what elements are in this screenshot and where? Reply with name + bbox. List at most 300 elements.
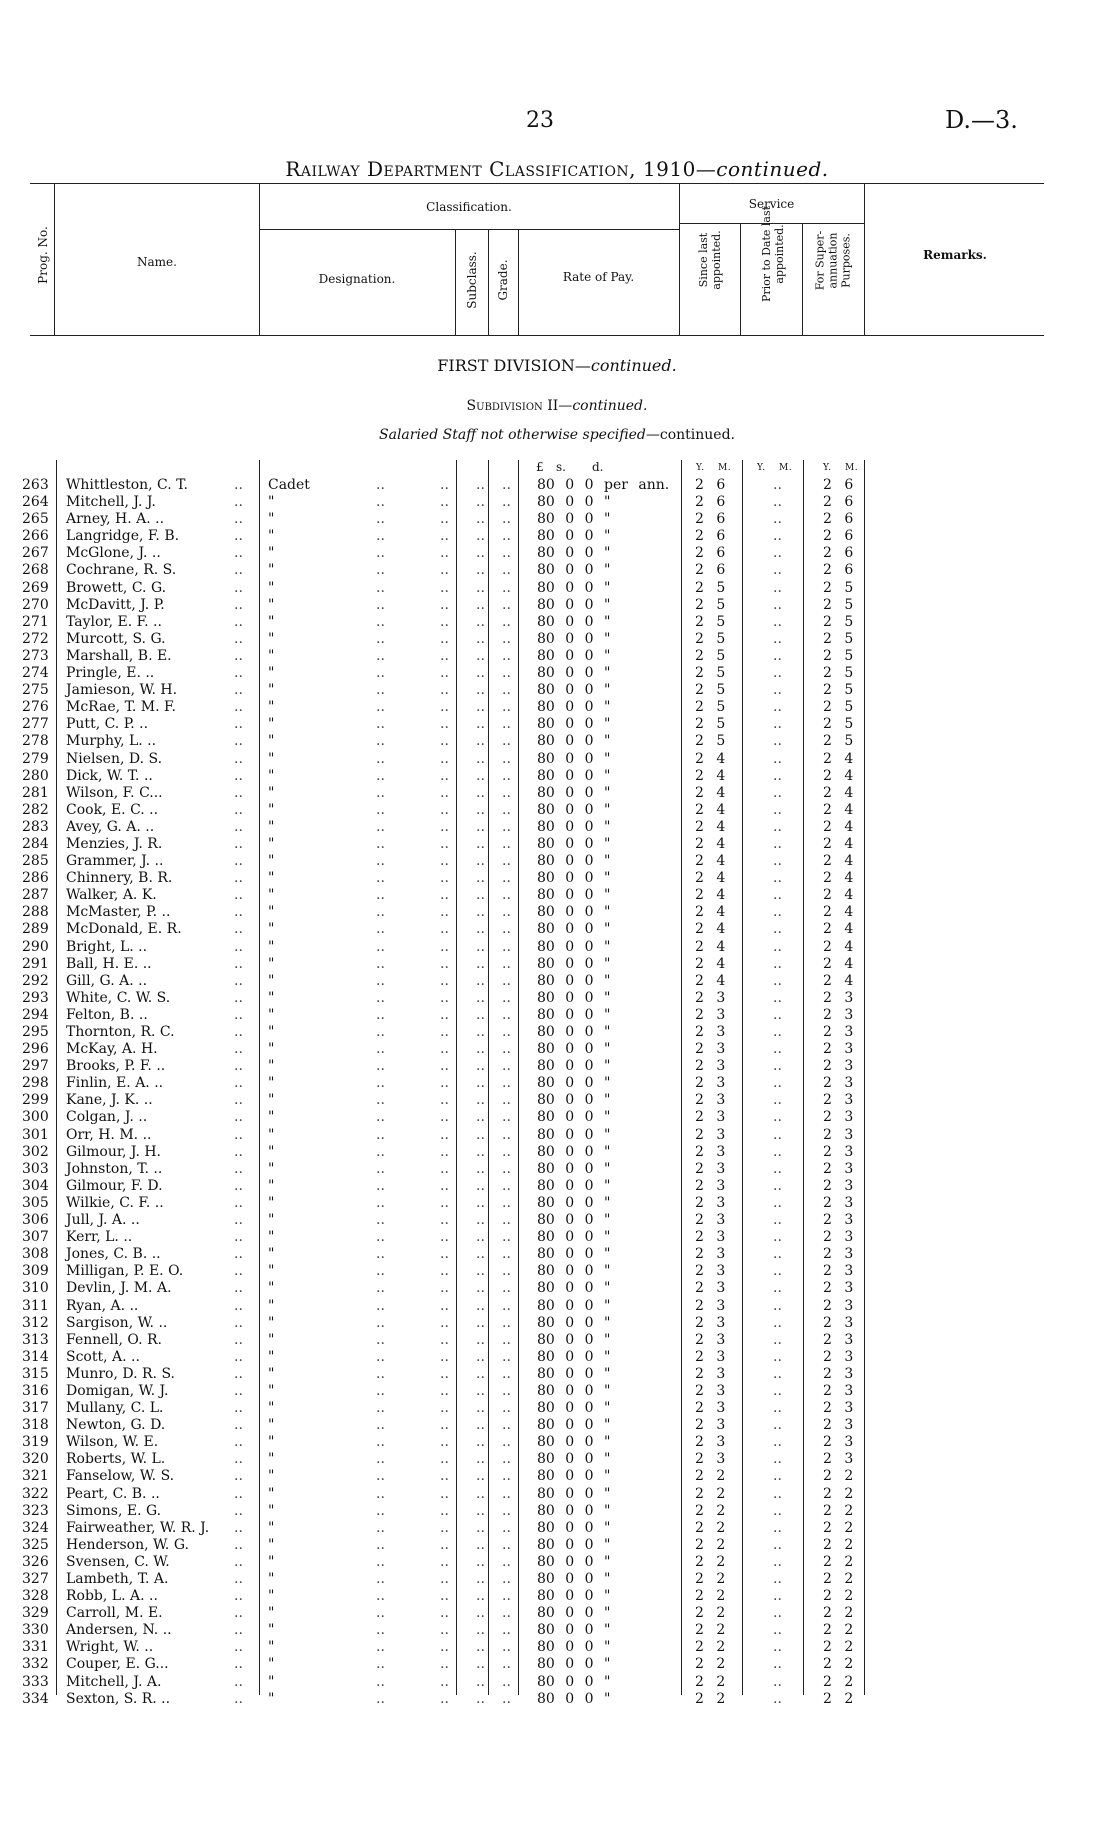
leader-dots: .. (502, 767, 511, 784)
service-superannuation: 2 3 (823, 1314, 854, 1331)
prog-number: 308 (22, 1246, 49, 1263)
prog-number: 293 (22, 989, 49, 1006)
leader-dots: .. (502, 1126, 511, 1143)
leader-dots: .. (440, 647, 449, 664)
leader-dots: .. (476, 733, 485, 750)
designation: Cadet (268, 477, 310, 493)
service-prior: .. (773, 1212, 782, 1229)
designation: " (268, 1263, 275, 1280)
designation: " (268, 494, 275, 511)
rate-of-pay: 80 0 0 " (537, 1331, 611, 1348)
service-since-last: 2 5 (695, 665, 726, 682)
leader-dots: .. (502, 1365, 511, 1382)
designation: " (268, 1280, 275, 1297)
prog-number: 300 (22, 1109, 49, 1126)
table-row (0, 1298, 1114, 1315)
staff-name: McKay, A. H. (66, 1041, 158, 1058)
service-prior: .. (773, 647, 782, 664)
leader-dots: .. (440, 1365, 449, 1382)
rate-of-pay: 80 0 0 " (537, 801, 611, 818)
service-superannuation: 2 3 (823, 1400, 854, 1417)
table-row (0, 990, 1114, 1007)
designation: " (268, 682, 275, 699)
staff-name: Langridge, F. B. (66, 528, 180, 545)
leader-dots: .. (502, 784, 511, 801)
service-superannuation: 2 3 (823, 1024, 854, 1040)
subdivision-main: Subdivision II (466, 398, 559, 414)
title-main: Railway Department Classification, 1910 (285, 157, 696, 181)
leader-dots: .. (376, 1553, 385, 1570)
service-superannuation: 2 3 (823, 1041, 854, 1058)
service-since-last: 2 6 (695, 545, 726, 562)
leader-dots: .. (376, 613, 385, 630)
designation: " (268, 1365, 275, 1382)
leader-dots: .. (476, 767, 485, 784)
staff-name: Cochrane, R. S. (66, 562, 177, 579)
table-row (0, 802, 1114, 819)
service-superannuation: 2 4 (823, 921, 854, 938)
staff-name: Henderson, W. G. (66, 1536, 189, 1553)
leader-dots: .. (502, 494, 511, 511)
leader-dots: .. (476, 1297, 485, 1314)
leader-dots: .. (502, 1485, 511, 1502)
prog-number: 306 (22, 1212, 49, 1229)
service-prior: .. (773, 1143, 782, 1160)
leader-dots: .. (440, 1024, 449, 1040)
leader-dots: .. (234, 1365, 243, 1382)
leader-dots: .. (502, 511, 511, 528)
rate-of-pay: 80 0 0 " (537, 1468, 611, 1485)
leader-dots: .. (234, 955, 243, 972)
service-since-last: 2 6 (695, 477, 726, 493)
leader-dots: .. (376, 1041, 385, 1058)
leader-dots: .. (376, 1194, 385, 1211)
designation: " (268, 1331, 275, 1348)
table-row (0, 1178, 1114, 1195)
service-since-last: 2 3 (695, 1075, 726, 1092)
leader-dots: .. (440, 613, 449, 630)
rate-of-pay: 80 0 0 " (537, 1382, 611, 1399)
service-prior: .. (773, 477, 782, 493)
leader-dots: .. (376, 1263, 385, 1280)
rate-of-pay: 80 0 0 " (537, 1006, 611, 1023)
staff-name: Robb, L. A. .. (66, 1588, 158, 1605)
leader-dots: .. (440, 477, 449, 493)
service-since-last: 2 3 (695, 1143, 726, 1160)
staff-name: Nielsen, D. S. (66, 750, 163, 767)
staff-name: Murphy, L. .. (66, 733, 157, 750)
leader-dots: .. (502, 1297, 511, 1314)
service-since-last: 2 4 (695, 904, 726, 921)
staff-name: Devlin, J. M. A. (66, 1280, 172, 1297)
leader-dots: .. (376, 1348, 385, 1365)
service-prior: .. (773, 613, 782, 630)
leader-dots: .. (376, 1571, 385, 1587)
service-prior: .. (773, 1041, 782, 1058)
leader-dots: .. (234, 938, 243, 955)
designation: " (268, 887, 275, 904)
header-divider (740, 223, 741, 335)
service-prior: .. (773, 887, 782, 904)
header-subclass: Subclass. (465, 251, 479, 309)
leader-dots: .. (502, 870, 511, 887)
leader-dots: .. (234, 1041, 243, 1058)
designation: " (268, 528, 275, 545)
designation: " (268, 1622, 275, 1639)
unit-pence: d. (592, 460, 604, 474)
staff-name: Browett, C. G. (66, 579, 167, 596)
leader-dots: .. (376, 1143, 385, 1160)
header-top-rule (30, 183, 1044, 184)
service-prior: .. (773, 1519, 782, 1536)
leader-dots: .. (440, 1109, 449, 1126)
leader-dots: .. (440, 545, 449, 562)
staff-name: Grammer, J. .. (66, 853, 164, 870)
staff-name: Lambeth, T. A. (66, 1571, 169, 1587)
leader-dots: .. (476, 955, 485, 972)
designation: " (268, 1690, 275, 1707)
leader-dots: .. (376, 1160, 385, 1177)
leader-dots: .. (476, 630, 485, 647)
rate-of-pay: 80 0 0 " (537, 1400, 611, 1417)
designation: " (268, 784, 275, 801)
service-superannuation: 2 4 (823, 784, 854, 801)
service-since-last: 2 3 (695, 1177, 726, 1194)
rate-of-pay: 80 0 0 " (537, 494, 611, 511)
service-prior: .. (773, 1024, 782, 1040)
service-prior: .. (773, 1160, 782, 1177)
rate-of-pay: 80 0 0 " (537, 613, 611, 630)
leader-dots: .. (376, 972, 385, 989)
service-since-last: 2 5 (695, 613, 726, 630)
classification-rule (259, 229, 679, 230)
staff-name: Taylor, E. F. .. (66, 613, 162, 630)
leader-dots: .. (440, 1006, 449, 1023)
leader-dots: .. (234, 921, 243, 938)
leader-dots: .. (440, 682, 449, 699)
designation: " (268, 904, 275, 921)
staff-name: Domigan, W. J. (66, 1382, 169, 1399)
table-row (0, 716, 1114, 733)
leader-dots: .. (376, 767, 385, 784)
prog-number: 302 (22, 1143, 49, 1160)
service-superannuation: 2 3 (823, 1382, 854, 1399)
leader-dots: .. (476, 1468, 485, 1485)
leader-dots: .. (440, 887, 449, 904)
leader-dots: .. (376, 1605, 385, 1622)
service-since-last: 2 6 (695, 494, 726, 511)
table-row (0, 853, 1114, 870)
service-since-last: 2 3 (695, 1417, 726, 1434)
designation: " (268, 1126, 275, 1143)
service-superannuation: 2 4 (823, 904, 854, 921)
service-superannuation: 2 3 (823, 1143, 854, 1160)
staff-name: Gilmour, J. H. (66, 1143, 161, 1160)
leader-dots: .. (476, 1605, 485, 1622)
service-prior: .. (773, 1417, 782, 1434)
leader-dots: .. (476, 1622, 485, 1639)
service-since-last: 2 2 (695, 1690, 726, 1707)
rate-of-pay: 80 0 0 " (537, 955, 611, 972)
leader-dots: .. (234, 1656, 243, 1673)
prog-number: 312 (22, 1314, 49, 1331)
designation: " (268, 1024, 275, 1040)
prog-number: 285 (22, 853, 49, 870)
leader-dots: .. (234, 647, 243, 664)
leader-dots: .. (440, 494, 449, 511)
service-superannuation: 2 3 (823, 1126, 854, 1143)
staff-name: Orr, H. M. .. (66, 1126, 152, 1143)
leader-dots: .. (476, 853, 485, 870)
service-since-last: 2 2 (695, 1502, 726, 1519)
prog-number: 277 (22, 716, 49, 733)
leader-dots: .. (234, 1229, 243, 1246)
staff-name: Felton, B. .. (66, 1006, 148, 1023)
division-main: FIRST DIVISION (437, 356, 575, 375)
prog-number: 314 (22, 1348, 49, 1365)
leader-dots: .. (476, 1092, 485, 1109)
leader-dots: .. (502, 1143, 511, 1160)
leader-dots: .. (440, 1160, 449, 1177)
leader-dots: .. (476, 1263, 485, 1280)
rate-of-pay: 80 0 0 per ann. (537, 477, 670, 493)
leader-dots: .. (376, 477, 385, 493)
service-prior: .. (773, 665, 782, 682)
rate-of-pay: 80 0 0 " (537, 1673, 611, 1690)
rate-of-pay: 80 0 0 " (537, 1348, 611, 1365)
leader-dots: .. (234, 1536, 243, 1553)
table-row (0, 751, 1114, 768)
leader-dots: .. (502, 1041, 511, 1058)
leader-dots: .. (376, 1434, 385, 1451)
table-row (0, 921, 1114, 938)
leader-dots: .. (234, 767, 243, 784)
rate-of-pay: 80 0 0 " (537, 938, 611, 955)
leader-dots: .. (376, 545, 385, 562)
leader-dots: .. (502, 1109, 511, 1126)
prog-number: 290 (22, 938, 49, 955)
service-prior: .. (773, 870, 782, 887)
designation: " (268, 579, 275, 596)
leader-dots: .. (440, 1297, 449, 1314)
service-since-last: 2 4 (695, 750, 726, 767)
staff-name: Bright, L. .. (66, 938, 148, 955)
service-since-last: 2 3 (695, 1058, 726, 1075)
prog-number: 279 (22, 750, 49, 767)
service-prior: .. (773, 1690, 782, 1707)
prog-number: 286 (22, 870, 49, 887)
rate-of-pay: 80 0 0 " (537, 1656, 611, 1673)
service-superannuation: 2 3 (823, 1075, 854, 1092)
service-superannuation: 2 5 (823, 682, 854, 699)
staff-name: Fennell, O. R. (66, 1331, 162, 1348)
table-row (0, 597, 1114, 614)
staff-name: Gilmour, F. D. (66, 1177, 163, 1194)
service-prior: .. (773, 1109, 782, 1126)
leader-dots: .. (376, 1314, 385, 1331)
designation: " (268, 1468, 275, 1485)
leader-dots: .. (440, 1314, 449, 1331)
staff-name: Murcott, S. G. (66, 630, 166, 647)
staff-name: Putt, C. P. .. (66, 716, 149, 733)
unit-months: M. (718, 463, 732, 473)
leader-dots: .. (476, 1177, 485, 1194)
leader-dots: .. (440, 1246, 449, 1263)
rate-of-pay: 80 0 0 " (537, 630, 611, 647)
leader-dots: .. (502, 1280, 511, 1297)
leader-dots: .. (502, 1434, 511, 1451)
rate-of-pay: 80 0 0 " (537, 596, 611, 613)
prog-number: 309 (22, 1263, 49, 1280)
service-since-last: 2 3 (695, 1263, 726, 1280)
leader-dots: .. (502, 528, 511, 545)
leader-dots: .. (502, 733, 511, 750)
staff-name: McGlone, J. .. (66, 545, 161, 562)
leader-dots: .. (376, 1382, 385, 1399)
leader-dots: .. (476, 1553, 485, 1570)
service-since-last: 2 5 (695, 699, 726, 716)
leader-dots: .. (376, 1331, 385, 1348)
leader-dots: .. (376, 904, 385, 921)
service-since-last: 2 3 (695, 1160, 726, 1177)
rate-of-pay: 80 0 0 " (537, 1485, 611, 1502)
designation: " (268, 1382, 275, 1399)
leader-dots: .. (234, 1246, 243, 1263)
service-superannuation: 2 3 (823, 1006, 854, 1023)
leader-dots: .. (440, 904, 449, 921)
table-row (0, 1656, 1114, 1673)
leader-dots: .. (476, 562, 485, 579)
leader-dots: .. (376, 784, 385, 801)
leader-dots: .. (440, 1212, 449, 1229)
table-row (0, 904, 1114, 921)
leader-dots: .. (376, 1588, 385, 1605)
leader-dots: .. (234, 1673, 243, 1690)
service-superannuation: 2 2 (823, 1519, 854, 1536)
table-row (0, 614, 1114, 631)
leader-dots: .. (440, 562, 449, 579)
designation: " (268, 1639, 275, 1656)
leader-dots: .. (476, 682, 485, 699)
service-prior: .. (773, 1194, 782, 1211)
service-since-last: 2 3 (695, 1280, 726, 1297)
designation: " (268, 955, 275, 972)
leader-dots: .. (476, 545, 485, 562)
rate-of-pay: 80 0 0 " (537, 1622, 611, 1639)
leader-dots: .. (476, 1006, 485, 1023)
leader-dots: .. (440, 972, 449, 989)
leader-dots: .. (440, 1588, 449, 1605)
leader-dots: .. (476, 1041, 485, 1058)
service-prior: .. (773, 1639, 782, 1656)
leader-dots: .. (440, 699, 449, 716)
rate-of-pay: 80 0 0 " (537, 750, 611, 767)
staff-name: Mitchell, J. A. (66, 1673, 162, 1690)
designation: " (268, 1194, 275, 1211)
table-row (0, 1468, 1114, 1485)
leader-dots: .. (376, 853, 385, 870)
designation: " (268, 835, 275, 852)
service-prior: .. (773, 733, 782, 750)
table-row (0, 1434, 1114, 1451)
service-prior: .. (773, 1075, 782, 1092)
leader-dots: .. (440, 1451, 449, 1468)
prog-number: 266 (22, 528, 49, 545)
leader-dots: .. (440, 1331, 449, 1348)
unit-years: Y. (757, 463, 766, 473)
leader-dots: .. (440, 921, 449, 938)
service-prior: .. (773, 972, 782, 989)
leader-dots: .. (440, 1485, 449, 1502)
prog-number: 333 (22, 1673, 49, 1690)
prog-number: 296 (22, 1041, 49, 1058)
designation: " (268, 1400, 275, 1417)
leader-dots: .. (376, 1485, 385, 1502)
leader-dots: .. (502, 1331, 511, 1348)
table-row (0, 1161, 1114, 1178)
designation: " (268, 1109, 275, 1126)
table-row (0, 1058, 1114, 1075)
leader-dots: .. (376, 818, 385, 835)
service-superannuation: 2 6 (823, 528, 854, 545)
prog-number: 297 (22, 1058, 49, 1075)
service-superannuation: 2 3 (823, 1092, 854, 1109)
table-row (0, 1691, 1114, 1708)
table-row (0, 1417, 1114, 1434)
service-since-last: 2 2 (695, 1519, 726, 1536)
header-classification: Classification. (426, 200, 512, 214)
staff-name: Gill, G. A. .. (66, 972, 148, 989)
rate-of-pay: 80 0 0 " (537, 1297, 611, 1314)
service-superannuation: 2 2 (823, 1485, 854, 1502)
rate-of-pay: 80 0 0 " (537, 511, 611, 528)
leader-dots: .. (476, 1058, 485, 1075)
prog-number: 313 (22, 1331, 49, 1348)
leader-dots: .. (502, 1246, 511, 1263)
leader-dots: .. (234, 562, 243, 579)
leader-dots: .. (440, 750, 449, 767)
rate-of-pay: 80 0 0 " (537, 1194, 611, 1211)
rate-of-pay: 80 0 0 " (537, 682, 611, 699)
table-row (0, 836, 1114, 853)
leader-dots: .. (234, 733, 243, 750)
leader-dots: .. (502, 1519, 511, 1536)
leader-dots: .. (234, 801, 243, 818)
leader-dots: .. (234, 1024, 243, 1040)
service-prior: .. (773, 1280, 782, 1297)
leader-dots: .. (376, 1092, 385, 1109)
service-since-last: 2 4 (695, 972, 726, 989)
service-superannuation: 2 3 (823, 1263, 854, 1280)
leader-dots: .. (502, 1075, 511, 1092)
leader-dots: .. (234, 1058, 243, 1075)
service-since-last: 2 3 (695, 1041, 726, 1058)
table-row (0, 1246, 1114, 1263)
leader-dots: .. (234, 887, 243, 904)
staff-name: Mullany, C. L. (66, 1400, 164, 1417)
service-since-last: 2 3 (695, 1348, 726, 1365)
leader-dots: .. (502, 818, 511, 835)
designation: " (268, 630, 275, 647)
table-row (0, 973, 1114, 990)
leader-dots: .. (440, 1468, 449, 1485)
rate-of-pay: 80 0 0 " (537, 699, 611, 716)
prog-number: 322 (22, 1485, 49, 1502)
designation: " (268, 801, 275, 818)
rate-of-pay: 80 0 0 " (537, 647, 611, 664)
staff-name: Kerr, L. .. (66, 1229, 133, 1246)
designation: " (268, 613, 275, 630)
